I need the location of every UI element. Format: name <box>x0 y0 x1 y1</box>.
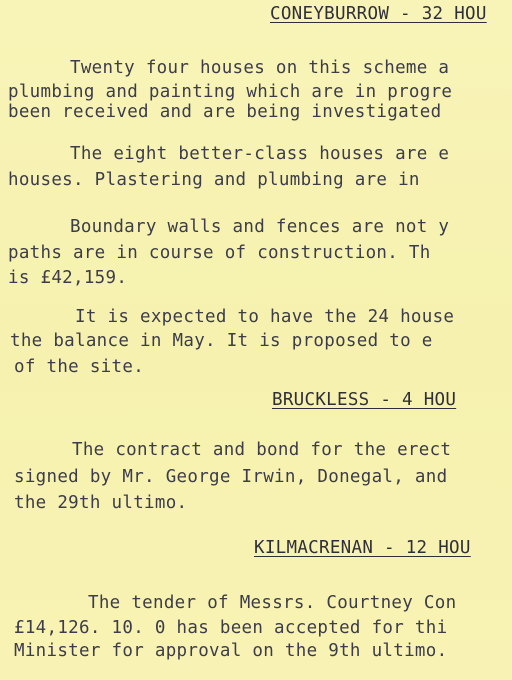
paragraph-1-line-1: Twenty four houses on this scheme a <box>70 58 450 78</box>
paragraph-4-line-3: of the site. <box>14 357 145 377</box>
paragraph-6-line-3: Minister for approval on the 9th ultimo. <box>14 641 448 661</box>
paragraph-1-line-3: been received and are being investigated <box>8 102 442 122</box>
paragraph-5-line-2: signed by Mr. George Irwin, Donegal, and <box>14 467 448 487</box>
heading-coneyburrow: CONEYBURROW - 32 HOU <box>270 4 487 24</box>
paragraph-3-line-2: paths are in course of construction. Th <box>8 243 431 263</box>
paragraph-3-line-1: Boundary walls and fences are not y <box>70 217 450 237</box>
heading-kilmacrenan: KILMACRENAN - 12 HOU <box>254 538 471 558</box>
paragraph-5-line-1: The contract and bond for the erect <box>72 440 452 460</box>
paragraph-5-line-3: the 29th ultimo. <box>14 493 188 513</box>
paragraph-4-line-2: the balance in May. It is proposed to e <box>10 331 433 351</box>
paragraph-6-line-2: £14,126. 10. 0 has been accepted for thi <box>14 618 448 638</box>
paragraph-1-line-2: plumbing and painting which are in progre <box>8 82 453 102</box>
paragraph-6-line-1: The tender of Messrs. Courtney Con <box>88 593 457 613</box>
paragraph-4-line-1: It is expected to have the 24 house <box>75 307 455 327</box>
paragraph-2-line-1: The eight better-class houses are e <box>70 144 450 164</box>
paragraph-3-line-3: is £42,159. <box>8 268 128 288</box>
heading-bruckless: BRUCKLESS - 4 HOU <box>272 390 457 410</box>
paragraph-2-line-2: houses. Plastering and plumbing are in <box>8 170 420 190</box>
